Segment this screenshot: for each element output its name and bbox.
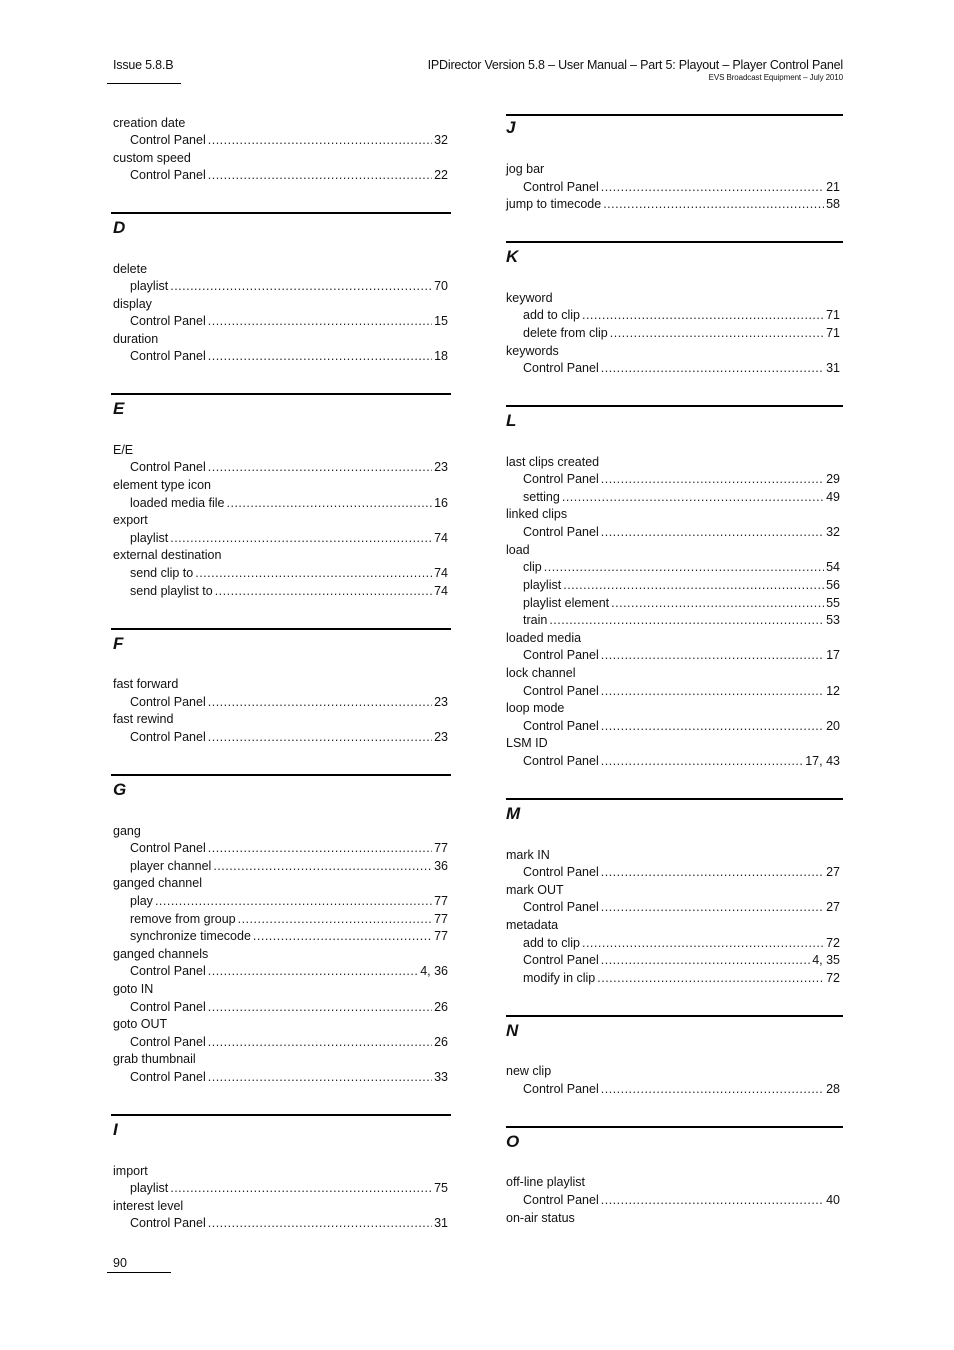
subentry-label: add to clip [523, 936, 580, 950]
index-term: custom speed [113, 151, 191, 165]
section-letter: E [113, 399, 125, 418]
leader-dots [155, 892, 432, 910]
leader-dots [208, 312, 432, 330]
page-reference: 77 [434, 912, 448, 926]
leader-dots [582, 306, 824, 324]
index-subentry [523, 611, 840, 629]
page-reference: 26 [434, 1000, 448, 1014]
leader-dots [601, 863, 824, 881]
index-term: metadata [506, 918, 559, 932]
index-subentry [130, 582, 448, 600]
page-reference: 75 [434, 1181, 448, 1195]
leader-dots [563, 576, 824, 594]
index-term: ganged channels [113, 947, 209, 961]
index-term: LSM ID [506, 736, 548, 750]
leader-dots [601, 1191, 824, 1209]
index-subentry [523, 1080, 840, 1098]
page-reference: 74 [434, 566, 448, 580]
leader-dots [208, 458, 432, 476]
page-reference: 71 [826, 326, 840, 340]
index-subentry [523, 863, 840, 881]
index-term: external destination [113, 548, 222, 562]
index-subentry [130, 277, 448, 295]
page-reference: 54 [826, 560, 840, 574]
index-term: grab thumbnail [113, 1052, 196, 1066]
leader-dots [601, 752, 803, 770]
page-reference: 77 [434, 929, 448, 943]
page-reference: 32 [434, 133, 448, 147]
section-letter: G [113, 780, 127, 799]
section-rule [506, 114, 843, 116]
section-rule [506, 405, 843, 407]
index-subentry [523, 934, 840, 952]
index-subentry [130, 693, 448, 711]
index-subentry [523, 470, 840, 488]
index-subentry [523, 178, 840, 196]
index-term: mark OUT [506, 883, 564, 897]
page-reference: 55 [826, 596, 840, 610]
section-letter: F [113, 634, 124, 653]
leader-dots [253, 927, 432, 945]
leader-dots [208, 1033, 432, 1051]
index-subentry [130, 998, 448, 1016]
leader-dots [208, 962, 418, 980]
index-term: import [113, 1164, 148, 1178]
index-subentry [130, 927, 448, 945]
page-reference: 27 [826, 865, 840, 879]
subentry-label: jump to timecode [506, 197, 602, 211]
subentry-label: playlist [130, 279, 169, 293]
subentry-label: Control Panel [523, 1082, 599, 1096]
page-reference: 32 [826, 525, 840, 539]
section-rule [111, 393, 451, 395]
page-reference: 12 [826, 684, 840, 698]
leader-dots [549, 611, 824, 629]
leader-dots [562, 488, 824, 506]
subentry-label: delete from clip [523, 326, 608, 340]
subentry-label: clip [523, 560, 542, 574]
leader-dots [208, 998, 432, 1016]
page-reference: 23 [434, 695, 448, 709]
subentry-label: Control Panel [130, 841, 206, 855]
index-subentry [523, 898, 840, 916]
leader-dots [208, 347, 432, 365]
index-subentry [130, 312, 448, 330]
header-right [428, 58, 843, 82]
page-reference: 74 [434, 531, 448, 545]
leader-dots [610, 324, 824, 342]
index-term: gang [113, 824, 141, 838]
leader-dots [611, 594, 824, 612]
subentry-label: Control Panel [523, 1193, 599, 1207]
subentry-label: Control Panel [523, 900, 599, 914]
subentry-label: Control Panel [130, 349, 206, 363]
subentry-label: synchronize timecode [130, 929, 251, 943]
index-term: load [506, 543, 530, 557]
page-reference: 17, 43 [805, 754, 840, 768]
subentry-label: Control Panel [523, 953, 599, 967]
leader-dots [601, 359, 824, 377]
subentry-label: Control Panel [130, 695, 206, 709]
index-subentry [523, 951, 840, 969]
index-subentry [523, 594, 840, 612]
section-letter: J [506, 118, 516, 137]
section-rule [506, 798, 843, 800]
subentry-label: Control Panel [130, 1035, 206, 1049]
index-subentry [130, 564, 448, 582]
subentry-label: playlist [130, 531, 169, 545]
leader-dots [601, 682, 824, 700]
subentry-label: Control Panel [130, 1216, 206, 1230]
leader-dots [213, 857, 432, 875]
index-subentry [523, 488, 840, 506]
index-term: display [113, 297, 152, 311]
subentry-label: Control Panel [523, 525, 599, 539]
index-term: fast forward [113, 677, 179, 691]
section-letter: M [506, 804, 521, 823]
index-subentry [130, 728, 448, 746]
subentry-label: Control Panel [523, 719, 599, 733]
index-term: keyword [506, 291, 553, 305]
leader-dots [601, 717, 824, 735]
subentry-label: player channel [130, 859, 212, 873]
section-letter: K [506, 247, 519, 266]
page-reference: 72 [826, 971, 840, 985]
index-subentry [523, 1191, 840, 1209]
index-subentry [523, 682, 840, 700]
index-subentry [523, 558, 840, 576]
header-title: IPDirector Version 5.8 – User Manual – Part 5: Playout – Player Control Panel [427, 58, 843, 72]
subentry-label: add to clip [523, 308, 580, 322]
page-reference: 15 [434, 314, 448, 328]
section-rule [111, 628, 451, 630]
page-reference: 23 [434, 460, 448, 474]
subentry-label: Control Panel [523, 648, 599, 662]
index-subentry [130, 839, 448, 857]
subentry-label: send clip to [130, 566, 194, 580]
leader-dots [238, 910, 432, 928]
leader-dots [544, 558, 824, 576]
index-subentry [130, 910, 448, 928]
index-subentry [130, 1214, 448, 1232]
index-term: loaded media [506, 631, 582, 645]
leader-dots [170, 1179, 432, 1197]
section-letter: I [113, 1120, 118, 1139]
subentry-label: Control Panel [523, 684, 599, 698]
leader-dots [208, 839, 432, 857]
index-subentry [130, 494, 448, 512]
page-reference: 72 [826, 936, 840, 950]
page-reference: 74 [434, 584, 448, 598]
page-reference: 4, 36 [420, 964, 448, 978]
index-subentry [130, 1068, 448, 1086]
leader-dots [170, 277, 432, 295]
page-reference: 28 [826, 1082, 840, 1096]
leader-dots [582, 934, 824, 952]
index-subentry [523, 717, 840, 735]
index-term: interest level [113, 1199, 184, 1213]
leader-dots [208, 166, 432, 184]
section-rule [506, 1126, 843, 1128]
header-subtitle: EVS Broadcast Equipment – July 2010 [708, 73, 843, 82]
leader-dots [597, 969, 824, 987]
index-subentry [523, 359, 840, 377]
page-reference: 77 [434, 894, 448, 908]
index-subentry [506, 195, 840, 213]
index-subentry [130, 1033, 448, 1051]
index-term: goto IN [113, 982, 154, 996]
page-reference: 56 [826, 578, 840, 592]
index-term: new clip [506, 1064, 552, 1078]
page-reference: 53 [826, 613, 840, 627]
leader-dots [208, 131, 432, 149]
page-reference: 20 [826, 719, 840, 733]
section-letter: O [506, 1132, 520, 1151]
leader-dots [208, 728, 432, 746]
page-reference: 18 [434, 349, 448, 363]
section-letter: N [506, 1021, 519, 1040]
page-number: 90 [113, 1256, 127, 1270]
index-term: mark IN [506, 848, 550, 862]
subentry-label: playlist element [523, 596, 610, 610]
leader-dots [208, 693, 432, 711]
subentry-label: modify in clip [523, 971, 596, 985]
index-subentry [130, 892, 448, 910]
page-reference: 71 [826, 308, 840, 322]
index-term: jog bar [506, 162, 545, 176]
index-subentry [130, 458, 448, 476]
index-subentry [130, 529, 448, 547]
page-reference: 33 [434, 1070, 448, 1084]
index-subentry [130, 131, 448, 149]
page-reference: 26 [434, 1035, 448, 1049]
subentry-label: loaded media file [130, 496, 225, 510]
page-reference: 23 [434, 730, 448, 744]
index-term: off-line playlist [506, 1175, 585, 1189]
section-rule [111, 1114, 451, 1116]
subentry-label: Control Panel [523, 754, 599, 768]
subentry-label: Control Panel [130, 1070, 206, 1084]
index-subentry [523, 576, 840, 594]
header-rule [107, 83, 181, 84]
page-reference: 17 [826, 648, 840, 662]
leader-dots [227, 494, 433, 512]
index-subentry [523, 752, 840, 770]
subentry-label: Control Panel [130, 460, 206, 474]
subentry-label: Control Panel [130, 168, 206, 182]
index-subentry [523, 523, 840, 541]
index-term: duration [113, 332, 159, 346]
leader-dots [601, 898, 824, 916]
leader-dots [601, 470, 824, 488]
index-term: linked clips [506, 507, 568, 521]
page-reference: 31 [826, 361, 840, 375]
subentry-label: Control Panel [130, 730, 206, 744]
page-reference: 29 [826, 472, 840, 486]
index-term: export [113, 513, 148, 527]
index-subentry [523, 306, 840, 324]
leader-dots [601, 1080, 824, 1098]
section-rule [506, 241, 843, 243]
subentry-label: Control Panel [523, 361, 599, 375]
subentry-label: playlist [130, 1181, 169, 1195]
section-rule [506, 1015, 843, 1017]
index-subentry [523, 646, 840, 664]
section-rule [111, 774, 451, 776]
subentry-label: send playlist to [130, 584, 213, 598]
index-term: on-air status [506, 1211, 575, 1225]
page-reference: 22 [434, 168, 448, 182]
leader-dots [208, 1214, 432, 1232]
leader-dots [170, 529, 432, 547]
page-reference: 58 [826, 197, 840, 211]
index-term: ganged channel [113, 876, 202, 890]
page-reference: 27 [826, 900, 840, 914]
index-term: creation date [113, 116, 186, 130]
leader-dots [603, 195, 824, 213]
subentry-label: Control Panel [130, 1000, 206, 1014]
page-reference: 49 [826, 490, 840, 504]
index-subentry [130, 1179, 448, 1197]
page-reference: 36 [434, 859, 448, 873]
subentry-label: play [130, 894, 153, 908]
page-reference: 21 [826, 180, 840, 194]
page-reference: 4, 35 [812, 953, 840, 967]
subentry-label: playlist [523, 578, 562, 592]
index-subentry [130, 857, 448, 875]
page-reference: 16 [434, 496, 448, 510]
leader-dots [215, 582, 432, 600]
subentry-label: Control Panel [523, 865, 599, 879]
page-reference: 77 [434, 841, 448, 855]
leader-dots [195, 564, 432, 582]
index-term: E/E [113, 443, 134, 457]
page-reference: 31 [434, 1216, 448, 1230]
index-term: last clips created [506, 455, 600, 469]
index-term: loop mode [506, 701, 565, 715]
index-subentry [523, 969, 840, 987]
leader-dots [208, 1068, 432, 1086]
subentry-label: Control Panel [523, 180, 599, 194]
index-subentry [130, 962, 448, 980]
subentry-label: remove from group [130, 912, 236, 926]
index-term: fast rewind [113, 712, 174, 726]
subentry-label: Control Panel [523, 472, 599, 486]
index-term: goto OUT [113, 1017, 168, 1031]
index-term: delete [113, 262, 148, 276]
subentry-label: Control Panel [130, 133, 206, 147]
index-subentry [130, 347, 448, 365]
index-term: lock channel [506, 666, 576, 680]
subentry-label: setting [523, 490, 560, 504]
index-subentry [523, 324, 840, 342]
leader-dots [601, 951, 810, 969]
index-term: keywords [506, 344, 559, 358]
page-reference: 70 [434, 279, 448, 293]
index-subentry [130, 166, 448, 184]
leader-dots [601, 523, 824, 541]
subentry-label: Control Panel [130, 964, 206, 978]
subentry-label: train [523, 613, 548, 627]
section-rule [111, 212, 451, 214]
footer-rule [107, 1272, 171, 1273]
index-term: element type icon [113, 478, 211, 492]
leader-dots [601, 178, 824, 196]
section-letter: L [506, 411, 517, 430]
subentry-label: Control Panel [130, 314, 206, 328]
section-letter: D [113, 218, 126, 237]
header-issue: Issue 5.8.B [113, 58, 174, 72]
page-reference: 40 [826, 1193, 840, 1207]
leader-dots [601, 646, 824, 664]
